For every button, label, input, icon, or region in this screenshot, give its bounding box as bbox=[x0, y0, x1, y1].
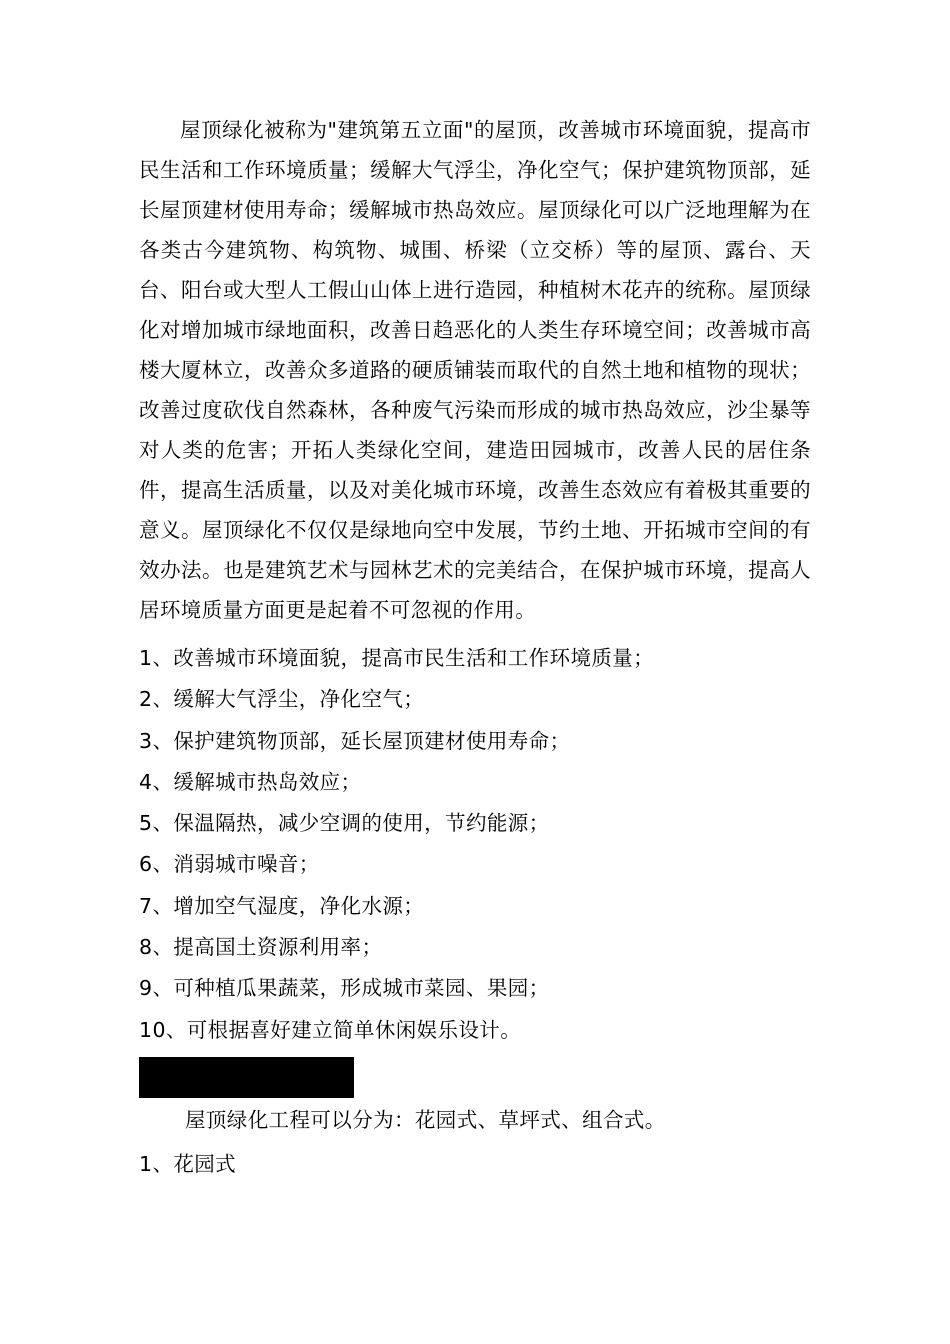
document-page bbox=[139, 110, 811, 1185]
list-item: 4、缓解城市热岛效应； bbox=[139, 769, 362, 794]
list-item: 1、改善城市环境面貌，提高市民生活和工作环境质量； bbox=[139, 646, 655, 670]
types-paragraph: 屋顶绿化工程可以分为：花园式、草坪式、组合式。 bbox=[185, 1107, 666, 1132]
list-item: 7、增加空气湿度，净化水源； bbox=[139, 893, 425, 918]
first-type-heading: 1、花园式 bbox=[139, 1151, 237, 1176]
intro-paragraph: 屋顶绿化被称为"建筑第五立面"的屋顶，改善城市环境面貌，提高市民生活和工作环境质量；缓解大气浮尘，净化空气；保护建筑物顶部，延长屋顶建材使用寿命；缓解城市热岛效应。屋顶绿化可以广泛地理解为在各类古今建筑物、构筑物、城围、桥梁（立交桥）等的屋顶、露台、天台、阳台或大型人工假山山体上进行造园，种植树木花卉的统称。屋顶绿化对增加城市绿地面积，改善日趋恶化的人类生存环境空间；改善城市高楼大厦林立，改善众多道路的硬质铺装而取代的自然土地和植物的现状；改善过度砍伐自然森林，各种废气污染而形成的城市热岛效应，沙尘暴等对人类的危害；开拓人类绿化空间，建造田园城市，改善人民的居住条件，提高生活质量，以及对美化城市环境，改善生态效应有着极其重要的意义。屋顶绿化不仅仅是绿地向空中发展，节约土地、开拓城市空间的有效办法。也是建筑艺术与园林艺术的完美结合，在保护城市环境，提高人居环境质量方面更是起着不可忽视的作用。 bbox=[139, 118, 811, 622]
benefits-list bbox=[139, 638, 811, 1051]
list-item: 10、可根据喜好建立简单休闲娱乐设计。 bbox=[139, 1017, 522, 1042]
list-item: 6、消弱城市噪音； bbox=[139, 852, 320, 877]
list-item: 3、保护建筑物顶部，延长屋顶建材使用寿命； bbox=[139, 728, 571, 753]
list-item: 9、可种植瓜果蔬菜，形成城市菜园、果园； bbox=[139, 976, 550, 1001]
redacted-heading-block bbox=[139, 1057, 354, 1098]
list-item: 2、缓解大气浮尘，净化空气； bbox=[139, 687, 425, 712]
list-item: 5、保温隔热，减少空调的使用，节约能源； bbox=[139, 811, 550, 836]
list-item: 8、提高国土资源利用率； bbox=[139, 935, 383, 960]
